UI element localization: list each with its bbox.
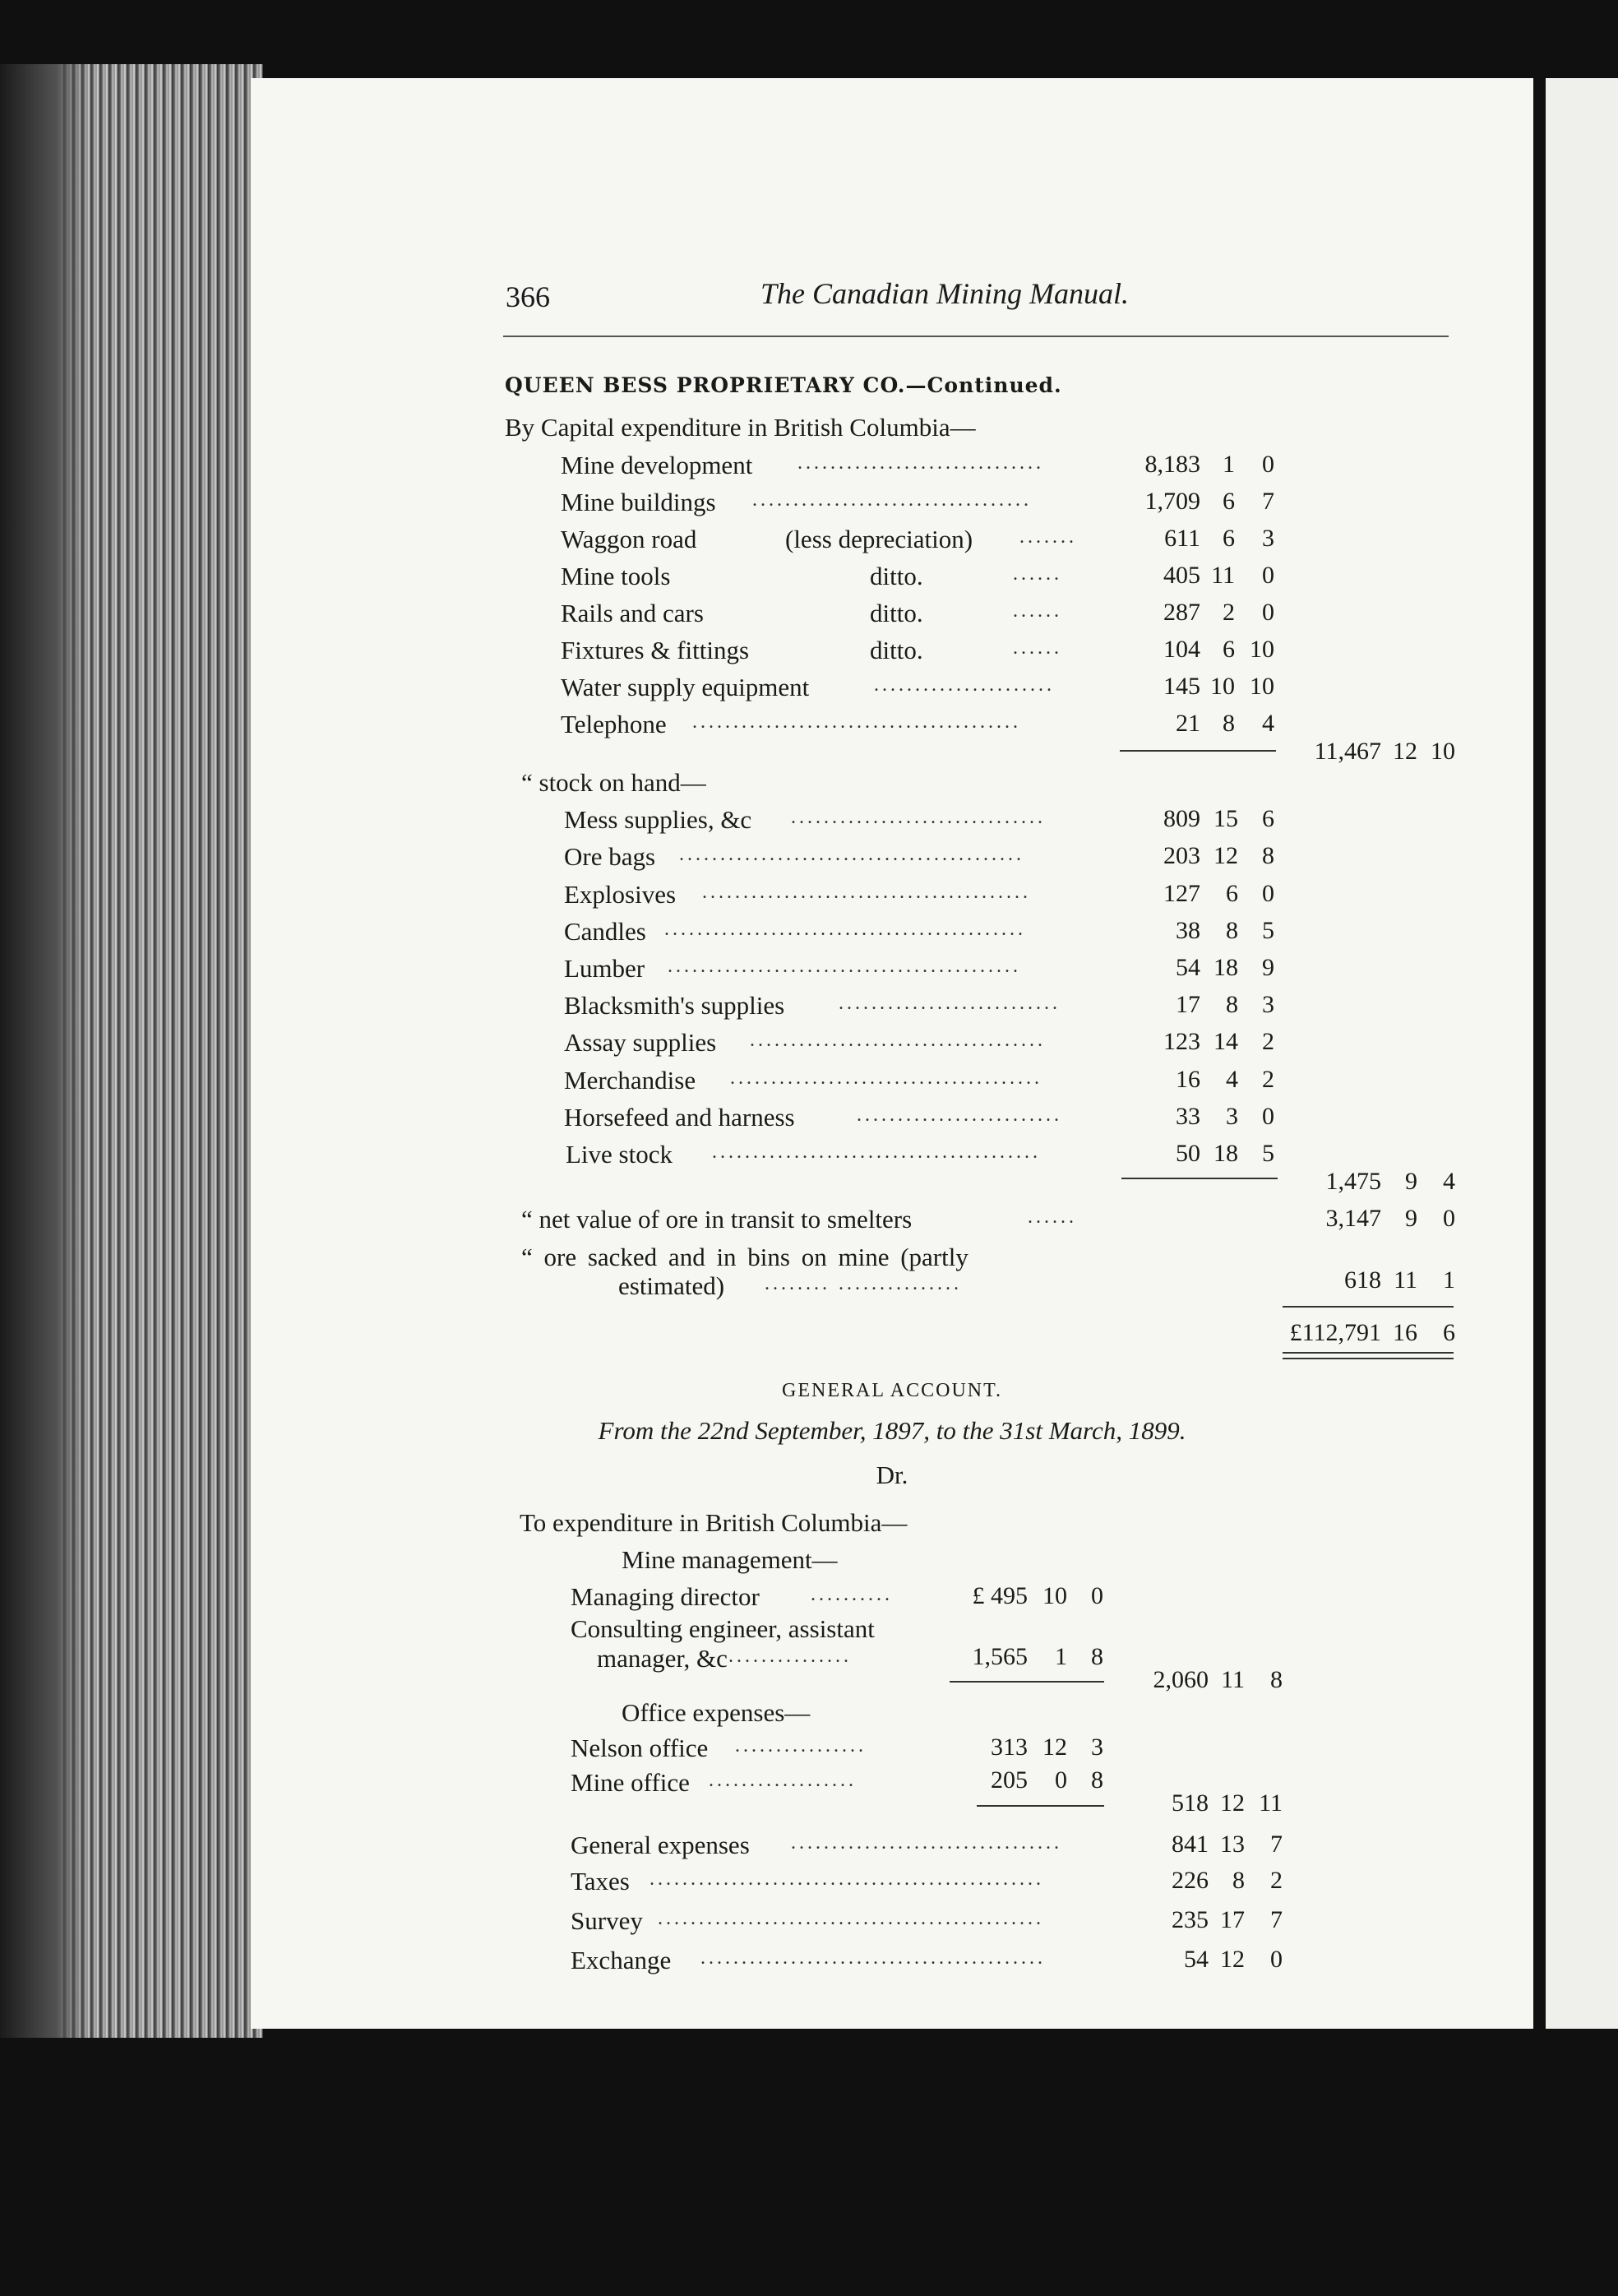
shillings: 17 (1220, 1906, 1245, 1933)
dot-leader: ......................... (857, 1104, 1062, 1126)
row-label-line2: estimated) (618, 1271, 725, 1300)
pounds: 2,060 (1153, 1666, 1209, 1693)
pence: 0 (1262, 1103, 1274, 1130)
running-title: The Canadian Mining Manual. (760, 277, 1129, 310)
dot-leader: .......................................... (700, 1947, 1046, 1969)
dot-leader: ................................................ (650, 1868, 1044, 1890)
subtotal-rule (950, 1681, 1104, 1683)
shillings: 6 (1223, 636, 1235, 663)
shillings: 12 (1220, 1789, 1245, 1817)
pence: 9 (1262, 954, 1274, 981)
row-label: Mine development (561, 451, 753, 479)
pounds: 287 (1163, 599, 1200, 626)
pounds: 313 (991, 1734, 1028, 1761)
pence: 4 (1443, 1168, 1455, 1195)
pounds: 145 (1163, 673, 1200, 700)
shillings: 12 (1393, 738, 1417, 765)
pence: 2 (1262, 1066, 1274, 1093)
shillings: 11 (1394, 1266, 1417, 1294)
shillings: 6 (1223, 488, 1235, 515)
pounds: 123 (1163, 1028, 1200, 1055)
dot-leader: ....... (1019, 526, 1077, 548)
dot-leader: ............... (728, 1646, 852, 1667)
shillings: 0 (1055, 1766, 1067, 1794)
pounds: 11,467 (1314, 738, 1381, 765)
dot-leader: ........................... (839, 993, 1061, 1014)
shillings: 11 (1221, 1666, 1245, 1693)
row-label-line2: manager, &c (597, 1644, 728, 1673)
dot-leader: ...... (1028, 1206, 1077, 1228)
row-note: ditto. (870, 599, 923, 627)
shillings: 9 (1405, 1168, 1417, 1195)
pence: 0 (1262, 599, 1274, 626)
row-label: Mine buildings (561, 488, 716, 516)
pounds: 405 (1163, 562, 1200, 589)
pence: 7 (1270, 1831, 1283, 1858)
pounds: 16 (1176, 1066, 1200, 1093)
pounds: 21 (1176, 710, 1200, 737)
pence: 10 (1431, 738, 1455, 765)
pence: 0 (1091, 1582, 1103, 1609)
pence: 0 (1262, 880, 1274, 907)
row-label: Mine tools (561, 562, 671, 590)
pence: 1 (1443, 1266, 1455, 1294)
row-label: Blacksmith's supplies (564, 991, 785, 1020)
pence: 0 (1262, 451, 1274, 478)
dot-leader: ............................................ (664, 919, 1026, 940)
shillings: 1 (1223, 451, 1235, 478)
shillings: 18 (1214, 954, 1238, 981)
pounds: 50 (1176, 1140, 1200, 1167)
double-rule-bottom (1283, 1358, 1454, 1359)
dot-leader: ................ (735, 1735, 867, 1757)
row-label: Horsefeed and harness (564, 1103, 795, 1132)
pounds: 203 (1163, 842, 1200, 869)
row-label: Mine office (571, 1768, 690, 1797)
shillings: 12 (1220, 1946, 1245, 1973)
pence: 2 (1270, 1867, 1283, 1894)
dot-leader: .......... (811, 1584, 893, 1605)
shillings: 6 (1223, 525, 1235, 552)
shillings: 8 (1226, 917, 1238, 944)
row-label: Explosives (564, 880, 677, 909)
shillings: 16 (1393, 1319, 1417, 1346)
row-note: ditto. (870, 562, 923, 590)
pounds: 235 (1172, 1906, 1209, 1933)
pence: 8 (1091, 1643, 1103, 1670)
shillings: 10 (1210, 673, 1235, 700)
double-rule-top (1283, 1352, 1454, 1354)
row-label: Lumber (564, 954, 645, 983)
pence: 4 (1262, 710, 1274, 737)
facing-page-edge (1546, 78, 1618, 2029)
debit-label: Dr. (876, 1460, 908, 1489)
pence: 5 (1262, 1140, 1274, 1167)
shillings: 8 (1226, 991, 1238, 1018)
row-label: Fixtures & fittings (561, 636, 750, 664)
shillings: 6 (1226, 880, 1238, 907)
row-label: Rails and cars (561, 599, 704, 627)
shillings: 8 (1223, 710, 1235, 737)
row-label: Taxes (571, 1867, 630, 1896)
pence: 11 (1259, 1789, 1283, 1817)
dot-leader: ...................... (874, 674, 1055, 696)
row-label-line1: “ ore sacked and in bins on mine (partly (521, 1243, 968, 1271)
pounds: 3,147 (1325, 1205, 1381, 1232)
dot-leader: ........................................ (692, 711, 1021, 733)
row-note: (less depreciation) (785, 525, 973, 553)
pounds: 205 (991, 1766, 1028, 1794)
dot-leader: .................................. (752, 489, 1032, 511)
pence: 8 (1262, 842, 1274, 869)
row-label: Nelson office (571, 1734, 709, 1762)
row-note: ditto. (870, 636, 923, 664)
pounds: 226 (1172, 1867, 1209, 1894)
pounds: 54 (1176, 954, 1200, 981)
row-label: “ net value of ore in transit to smelters (521, 1205, 913, 1234)
pounds: 38 (1176, 917, 1200, 944)
pounds: 127 (1163, 880, 1200, 907)
dot-leader: ...... (1013, 600, 1062, 622)
shillings: 3 (1226, 1103, 1238, 1130)
dot-leader: .................................... (750, 1030, 1046, 1051)
dot-leader: .................. (709, 1770, 857, 1791)
pounds: £112,791 (1289, 1319, 1381, 1346)
subtotal-rule (1121, 1178, 1278, 1179)
shillings: 14 (1214, 1028, 1238, 1055)
general-account-period: From the 22nd September, 1897, to the 31st March, 1899. (598, 1416, 1186, 1445)
book-spine-shadow (0, 64, 90, 2038)
row-label: Survey (571, 1906, 643, 1935)
mine-management-heading: Mine management— (622, 1545, 838, 1574)
dot-leader: ................................. (791, 1832, 1062, 1854)
pounds: 841 (1172, 1831, 1209, 1858)
dot-leader: ........................................... (668, 956, 1021, 977)
row-label: Candles (564, 917, 646, 946)
stock-heading: “ stock on hand— (521, 768, 706, 797)
row-label-line1: Consulting engineer, assistant (571, 1614, 875, 1643)
pounds: 611 (1164, 525, 1200, 552)
shillings: 10 (1042, 1582, 1067, 1609)
row-label: Merchandise (564, 1066, 696, 1095)
row-label: Managing director (571, 1582, 760, 1611)
pounds: 518 (1172, 1789, 1209, 1817)
pence: 8 (1091, 1766, 1103, 1794)
shillings: 2 (1223, 599, 1235, 626)
pence: 3 (1262, 991, 1274, 1018)
pence: 6 (1262, 805, 1274, 832)
pence: 0 (1443, 1205, 1455, 1232)
row-label: Waggon road (561, 525, 697, 553)
dot-leader: .......................................... (679, 844, 1024, 865)
row-label: Exchange (571, 1946, 672, 1974)
pence: 0 (1270, 1946, 1283, 1973)
shillings: 12 (1214, 842, 1238, 869)
pounds: 17 (1176, 991, 1200, 1018)
pence: 3 (1091, 1734, 1103, 1761)
pounds: 1,709 (1144, 488, 1200, 515)
dot-leader: ...................................... (730, 1067, 1042, 1089)
pounds: 8,183 (1144, 451, 1200, 478)
dot-leader: ...... (1013, 637, 1062, 659)
pounds: 1,565 (972, 1643, 1028, 1670)
capital-heading: By Capital expenditure in British Columbia— (505, 413, 976, 442)
row-label: Water supply equipment (561, 673, 810, 701)
pence: 7 (1270, 1906, 1283, 1933)
shillings: 11 (1211, 562, 1235, 589)
row-label: Ore bags (564, 842, 656, 871)
pence: 7 (1262, 488, 1274, 515)
dot-leader: ........ ............... (765, 1273, 962, 1294)
section-title: QUEEN BESS PROPRIETARY CO.—Continued. (505, 373, 1062, 397)
pence: 10 (1250, 636, 1274, 663)
header-rule (503, 336, 1449, 337)
dot-leader: .............................. (797, 452, 1044, 474)
row-label: General expenses (571, 1831, 750, 1859)
expenditure-heading: To expenditure in British Columbia— (520, 1508, 908, 1537)
shillings: 9 (1405, 1205, 1417, 1232)
pence: 0 (1262, 562, 1274, 589)
total-rule (1283, 1306, 1454, 1308)
row-label: Mess supplies, &c (564, 805, 752, 834)
general-account-title: GENERAL ACCOUNT. (782, 1380, 1002, 1401)
pounds: 33 (1176, 1103, 1200, 1130)
pence: 2 (1262, 1028, 1274, 1055)
pence: 6 (1443, 1319, 1455, 1346)
pounds: £ 495 (972, 1582, 1028, 1609)
office-expenses-heading: Office expenses— (622, 1698, 811, 1727)
row-label: Telephone (561, 710, 667, 738)
shillings: 18 (1214, 1140, 1238, 1167)
shillings: 13 (1220, 1831, 1245, 1858)
subtotal-rule (1120, 750, 1276, 752)
pence: 10 (1250, 673, 1274, 700)
dot-leader: ........................................ (702, 882, 1031, 903)
shillings: 8 (1232, 1867, 1245, 1894)
row-label: Live stock (566, 1140, 673, 1169)
shillings: 15 (1214, 805, 1238, 832)
pounds: 1,475 (1325, 1168, 1381, 1195)
subtotal-rule (977, 1805, 1104, 1807)
pounds: 618 (1344, 1266, 1381, 1294)
dot-leader: ............................... (791, 807, 1046, 828)
pounds: 54 (1184, 1946, 1209, 1973)
pence: 3 (1262, 525, 1274, 552)
dot-leader: ........................................ (712, 1141, 1041, 1163)
pounds: 104 (1163, 636, 1200, 663)
pence: 8 (1270, 1666, 1283, 1693)
dot-leader: ............................................... (658, 1908, 1044, 1929)
pounds: 809 (1163, 805, 1200, 832)
page-number: 366 (506, 280, 550, 313)
shillings: 4 (1226, 1066, 1238, 1093)
dot-leader: ...... (1013, 563, 1062, 585)
row-label: Assay supplies (564, 1028, 717, 1057)
shillings: 12 (1042, 1734, 1067, 1761)
pence: 5 (1262, 917, 1274, 944)
shillings: 1 (1055, 1643, 1067, 1670)
